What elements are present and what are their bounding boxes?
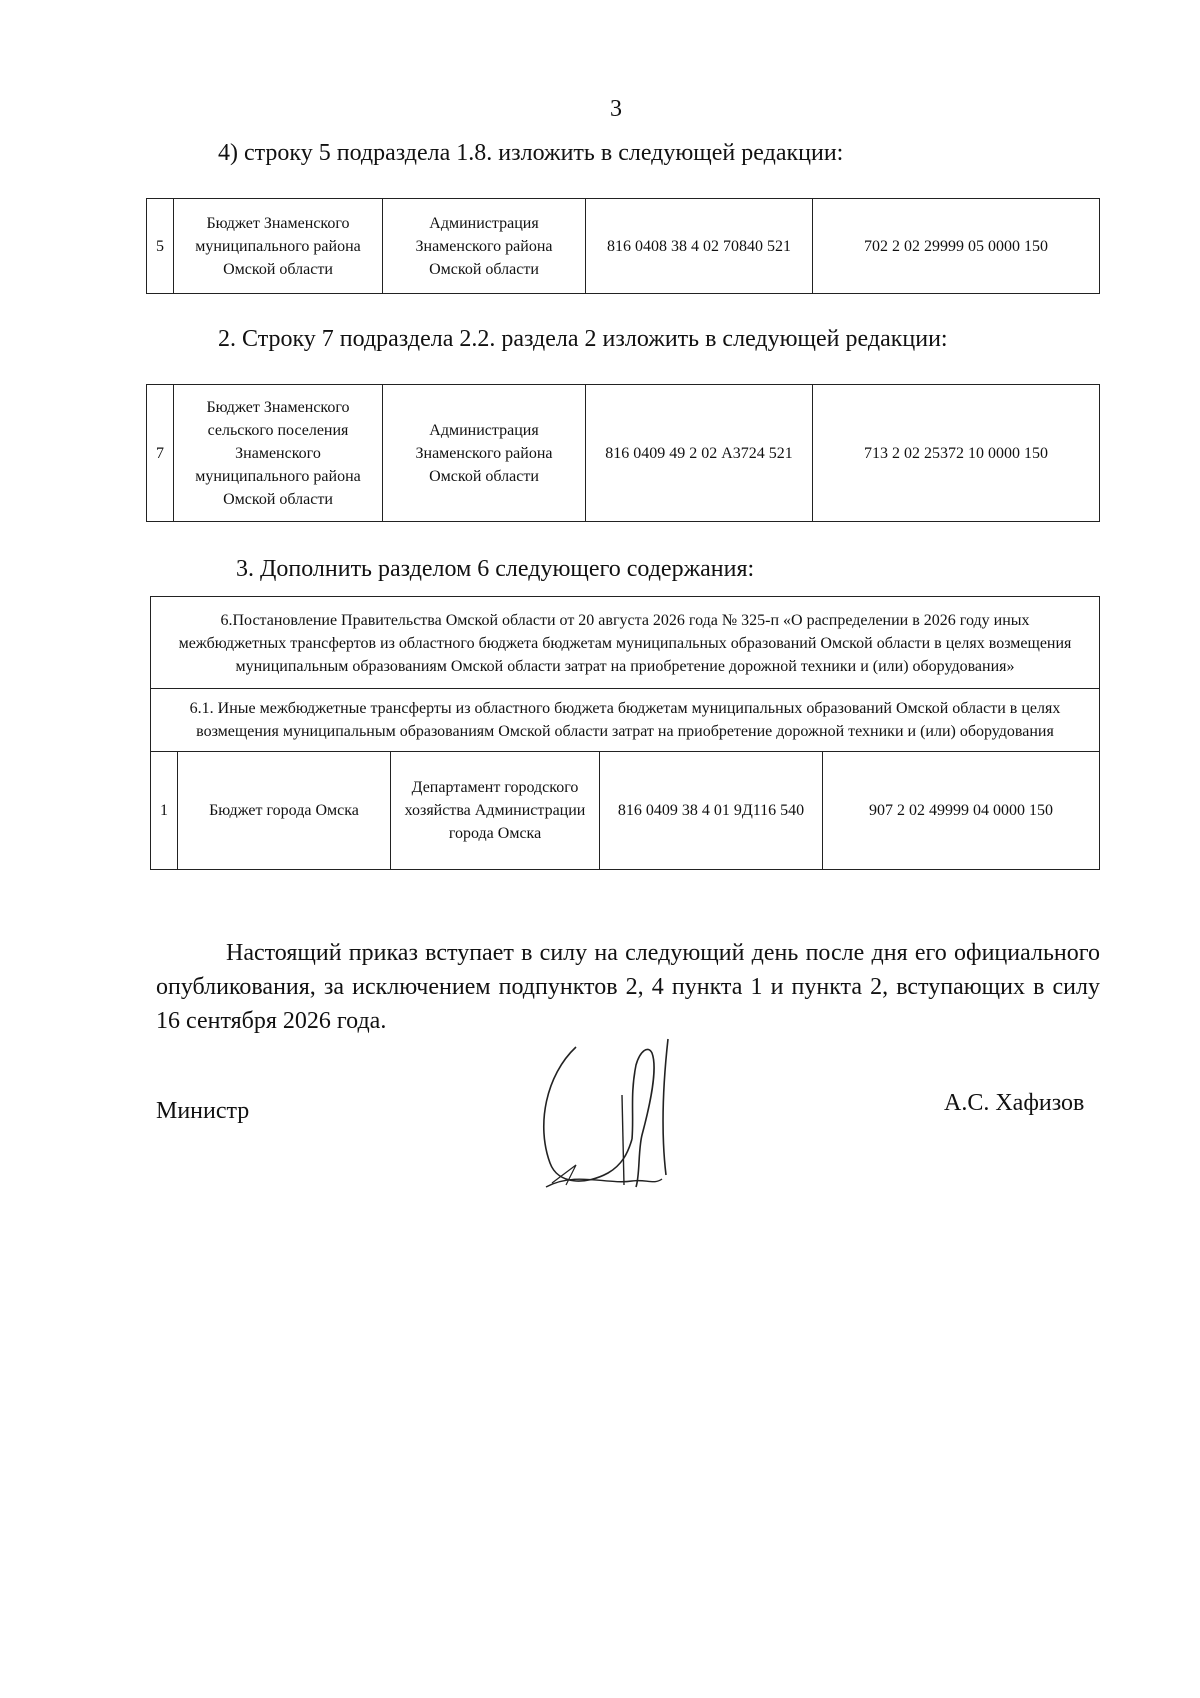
page-number: 3 (610, 96, 622, 122)
section2-table (146, 384, 1100, 522)
minister-title: Министр (156, 1098, 250, 1124)
table-row (151, 597, 1100, 689)
table-row (151, 689, 1100, 752)
expense-code-cell: 816 0409 38 4 01 9Д116 540 (600, 752, 823, 870)
table-row (147, 199, 1100, 294)
section1-heading: 4) строку 5 подраздела 1.8. изложить в следующей редакции: (218, 140, 844, 166)
row-number: 7 (147, 385, 174, 522)
administrator-cell: Администрация Знаменского района Омской области (383, 199, 586, 294)
section6-1-title: 6.1. Иные межбюджетные трансферты из областного бюджета бюджетам муниципальных образований Омской области в целях возмещения муниципальным образованиям Омской области затрат на приобретение дорожной техники и (или) оборудования (151, 689, 1100, 752)
table-row (151, 752, 1100, 870)
row-number: 5 (147, 199, 174, 294)
expense-code-cell: 816 0408 38 4 02 70840 521 (586, 199, 813, 294)
administrator-cell: Департамент городского хозяйства Администрации города Омска (391, 752, 600, 870)
income-code-cell: 907 2 02 49999 04 0000 150 (823, 752, 1100, 870)
budget-cell: Бюджет Знаменского муниципального района Омской области (174, 199, 383, 294)
budget-cell: Бюджет города Омска (178, 752, 391, 870)
income-code-cell: 702 2 02 29999 05 0000 150 (813, 199, 1100, 294)
minister-name: А.С. Хафизов (944, 1090, 1085, 1116)
section3-table (150, 596, 1100, 870)
closing-paragraph: Настоящий приказ вступает в силу на следующий день после дня его официального опубликования, за исключением подпунктов 2, 4 пункта 1 и пункта 2, вступающих в силу 16 сентября 2026 года. (156, 940, 1100, 1034)
section6-title: 6.Постановление Правительства Омской области от 20 августа 2026 года № 325-п «О распределении в 2026 году иных межбюджетных трансфертов из областного бюджета бюджетам муниципальных образований Омской области в целях возмещения муниципальным образованиям Омской области затрат на приобретение дорожной техники и (или) оборудования» (151, 597, 1100, 689)
section2-heading: 2. Строку 7 подраздела 2.2. раздела 2 изложить в следующей редакции: (218, 326, 948, 352)
handwritten-signature-icon (536, 1035, 706, 1195)
section3-heading: 3. Дополнить разделом 6 следующего содержания: (236, 556, 755, 582)
row-number: 1 (151, 752, 178, 870)
section1-table (146, 198, 1100, 294)
administrator-cell: Администрация Знаменского района Омской области (383, 385, 586, 522)
income-code-cell: 713 2 02 25372 10 0000 150 (813, 385, 1100, 522)
expense-code-cell: 816 0409 49 2 02 А3724 521 (586, 385, 813, 522)
table-row (147, 385, 1100, 522)
budget-cell: Бюджет Знаменского сельского поселения Знаменского муниципального района Омской области (174, 385, 383, 522)
